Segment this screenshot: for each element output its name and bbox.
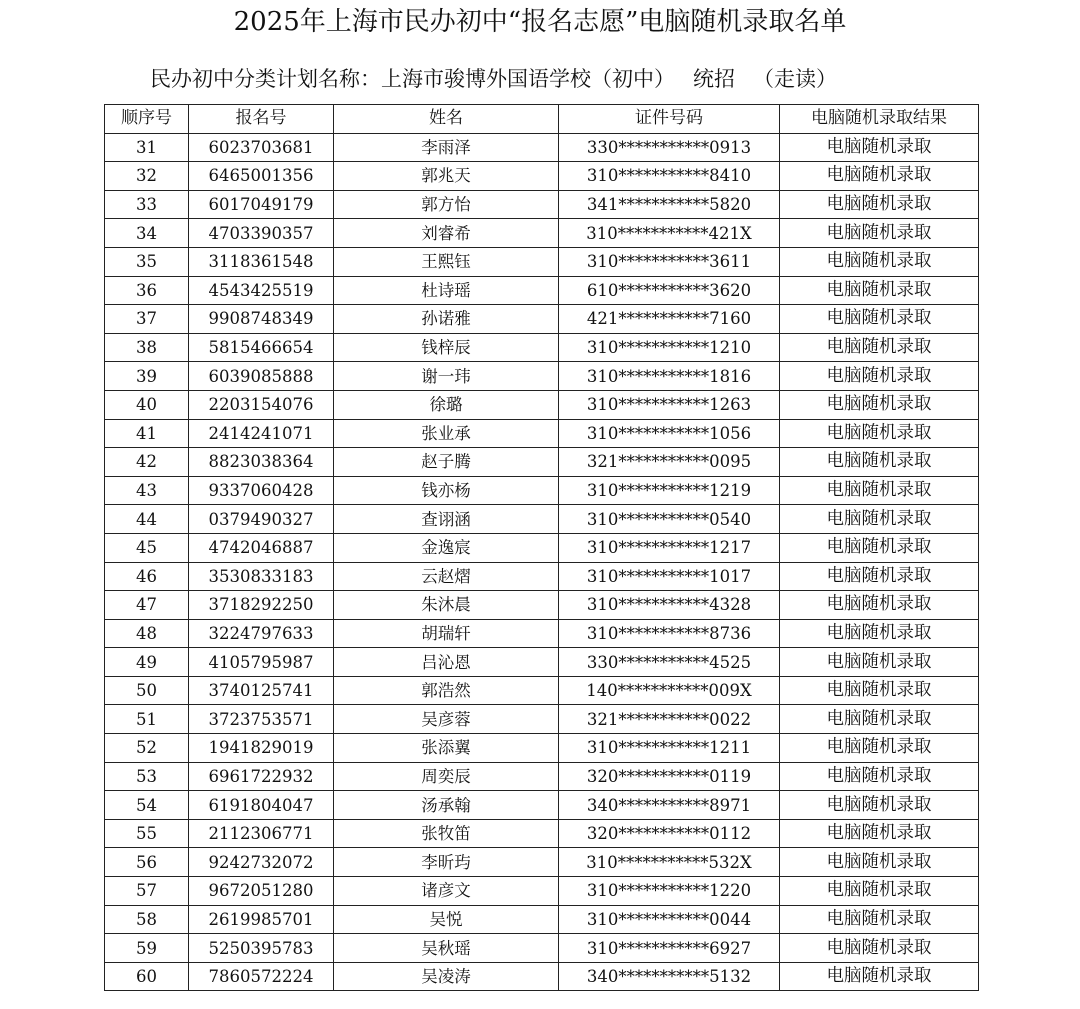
cell-reg-number: 2414241071: [189, 419, 334, 448]
cell-name: 胡瑞轩: [334, 619, 559, 648]
cell-reg-number: 3718292250: [189, 591, 334, 620]
cell-id-number: 320***********0119: [559, 762, 780, 791]
cell-id-number: 310***********532X: [559, 848, 780, 877]
table-row: [105, 905, 979, 934]
cell-reg-number: 2112306771: [189, 819, 334, 848]
cell-seq: 32: [105, 162, 189, 191]
cell-reg-number: 1941829019: [189, 734, 334, 763]
cell-reg-number: 5250395783: [189, 934, 334, 963]
table-row: [105, 819, 979, 848]
cell-result: 电脑随机录取: [780, 676, 979, 705]
cell-seq: 60: [105, 962, 189, 991]
cell-name: 查诩涵: [334, 505, 559, 534]
cell-result: 电脑随机录取: [780, 619, 979, 648]
cell-id-number: 320***********0112: [559, 819, 780, 848]
cell-reg-number: 6961722932: [189, 762, 334, 791]
cell-reg-number: 3740125741: [189, 676, 334, 705]
cell-name: 杜诗瑶: [334, 276, 559, 305]
plan-label: 民办初中分类计划名称：: [150, 67, 381, 91]
cell-seq: 48: [105, 619, 189, 648]
cell-result: 电脑随机录取: [780, 562, 979, 591]
cell-reg-number: 9242732072: [189, 848, 334, 877]
cell-result: 电脑随机录取: [780, 247, 979, 276]
cell-name: 谢一玮: [334, 362, 559, 391]
table-row: [105, 390, 979, 419]
table-row: [105, 533, 979, 562]
cell-name: 吴秋瑶: [334, 934, 559, 963]
cell-name: 云赵熠: [334, 562, 559, 591]
cell-seq: 55: [105, 819, 189, 848]
cell-id-number: 310***********4328: [559, 591, 780, 620]
cell-reg-number: 6039085888: [189, 362, 334, 391]
cell-seq: 54: [105, 791, 189, 820]
table-row: [105, 591, 979, 620]
cell-id-number: 330***********0913: [559, 133, 780, 162]
table-row: [105, 705, 979, 734]
cell-reg-number: 4742046887: [189, 533, 334, 562]
cell-name: 张牧笛: [334, 819, 559, 848]
cell-name: 吴彦蓉: [334, 705, 559, 734]
table-row: [105, 333, 979, 362]
cell-name: 周奕辰: [334, 762, 559, 791]
cell-name: 吴凌涛: [334, 962, 559, 991]
cell-id-number: 421***********7160: [559, 305, 780, 334]
cell-reg-number: 3723753571: [189, 705, 334, 734]
cell-name: 钱亦杨: [334, 476, 559, 505]
table-row: [105, 562, 979, 591]
cell-id-number: 310***********6927: [559, 934, 780, 963]
cell-id-number: 310***********1056: [559, 419, 780, 448]
cell-id-number: 310***********1211: [559, 734, 780, 763]
cell-name: 诸彦文: [334, 877, 559, 906]
cell-id-number: 340***********8971: [559, 791, 780, 820]
table-row: [105, 877, 979, 906]
cell-id-number: 310***********8736: [559, 619, 780, 648]
table-row: [105, 133, 979, 162]
table-row: [105, 362, 979, 391]
cell-name: 吴悦: [334, 905, 559, 934]
cell-name: 郭兆天: [334, 162, 559, 191]
cell-name: 李昕玙: [334, 848, 559, 877]
cell-id-number: 310***********1217: [559, 533, 780, 562]
cell-reg-number: 2619985701: [189, 905, 334, 934]
cell-result: 电脑随机录取: [780, 390, 979, 419]
cell-name: 吕沁恩: [334, 648, 559, 677]
cell-seq: 35: [105, 247, 189, 276]
table-body: [105, 133, 979, 991]
cell-reg-number: 6023703681: [189, 133, 334, 162]
table-row: [105, 162, 979, 191]
cell-id-number: 310***********3611: [559, 247, 780, 276]
cell-seq: 58: [105, 905, 189, 934]
cell-seq: 42: [105, 448, 189, 477]
cell-id-number: 340***********5132: [559, 962, 780, 991]
cell-id-number: 310***********1263: [559, 390, 780, 419]
cell-reg-number: 7860572224: [189, 962, 334, 991]
header-seq: 顺序号: [105, 105, 189, 134]
table-row: [105, 219, 979, 248]
cell-id-number: 310***********8410: [559, 162, 780, 191]
cell-name: 张业承: [334, 419, 559, 448]
cell-result: 电脑随机录取: [780, 133, 979, 162]
cell-reg-number: 8823038364: [189, 448, 334, 477]
cell-seq: 39: [105, 362, 189, 391]
cell-result: 电脑随机录取: [780, 705, 979, 734]
school-name: 上海市骏博外国语学校（初中）: [381, 67, 675, 91]
cell-seq: 52: [105, 734, 189, 763]
table-row: [105, 190, 979, 219]
table-row: [105, 648, 979, 677]
page-title: 2025年上海市民办初中“报名志愿”电脑随机录取名单: [233, 7, 847, 37]
header-result: 电脑随机录取结果: [780, 105, 979, 134]
cell-result: 电脑随机录取: [780, 905, 979, 934]
cell-seq: 37: [105, 305, 189, 334]
cell-name: 王熙钰: [334, 247, 559, 276]
cell-reg-number: 6465001356: [189, 162, 334, 191]
table-row: [105, 419, 979, 448]
cell-reg-number: 3224797633: [189, 619, 334, 648]
cell-reg-number: 3530833183: [189, 562, 334, 591]
cell-seq: 45: [105, 533, 189, 562]
cell-reg-number: 2203154076: [189, 390, 334, 419]
cell-id-number: 321***********0095: [559, 448, 780, 477]
table-row: [105, 848, 979, 877]
cell-seq: 56: [105, 848, 189, 877]
cell-name: 李雨泽: [334, 133, 559, 162]
cell-result: 电脑随机录取: [780, 505, 979, 534]
cell-reg-number: 9337060428: [189, 476, 334, 505]
cell-result: 电脑随机录取: [780, 762, 979, 791]
cell-reg-number: 3118361548: [189, 247, 334, 276]
table-row: [105, 791, 979, 820]
cell-name: 孙诺雅: [334, 305, 559, 334]
cell-result: 电脑随机录取: [780, 734, 979, 763]
cell-reg-number: 0379490327: [189, 505, 334, 534]
cell-name: 刘睿希: [334, 219, 559, 248]
cell-seq: 38: [105, 333, 189, 362]
cell-seq: 43: [105, 476, 189, 505]
cell-seq: 31: [105, 133, 189, 162]
cell-id-number: 310***********1210: [559, 333, 780, 362]
cell-seq: 40: [105, 390, 189, 419]
cell-id-number: 610***********3620: [559, 276, 780, 305]
cell-result: 电脑随机录取: [780, 533, 979, 562]
cell-result: 电脑随机录取: [780, 448, 979, 477]
cell-name: 郭浩然: [334, 676, 559, 705]
cell-seq: 49: [105, 648, 189, 677]
cell-reg-number: 6017049179: [189, 190, 334, 219]
cell-reg-number: 4105795987: [189, 648, 334, 677]
cell-id-number: 140***********009X: [559, 676, 780, 705]
cell-id-number: 341***********5820: [559, 190, 780, 219]
cell-id-number: 330***********4525: [559, 648, 780, 677]
cell-id-number: 310***********1017: [559, 562, 780, 591]
cell-result: 电脑随机录取: [780, 162, 979, 191]
cell-seq: 51: [105, 705, 189, 734]
cell-result: 电脑随机录取: [780, 219, 979, 248]
cell-result: 电脑随机录取: [780, 819, 979, 848]
cell-seq: 53: [105, 762, 189, 791]
cell-result: 电脑随机录取: [780, 305, 979, 334]
cell-result: 电脑随机录取: [780, 848, 979, 877]
cell-result: 电脑随机录取: [780, 934, 979, 963]
cell-id-number: 321***********0022: [559, 705, 780, 734]
table-row: [105, 962, 979, 991]
cell-result: 电脑随机录取: [780, 190, 979, 219]
admission-table: [104, 104, 979, 991]
cell-name: 赵子腾: [334, 448, 559, 477]
cell-seq: 41: [105, 419, 189, 448]
table-row: [105, 676, 979, 705]
cell-seq: 36: [105, 276, 189, 305]
header-name: 姓名: [334, 105, 559, 134]
table-row: [105, 448, 979, 477]
cell-result: 电脑随机录取: [780, 877, 979, 906]
cell-id-number: 310***********1816: [559, 362, 780, 391]
cell-result: 电脑随机录取: [780, 591, 979, 620]
table-header-row: [105, 105, 979, 134]
cell-name: 汤承翰: [334, 791, 559, 820]
cell-seq: 34: [105, 219, 189, 248]
cell-result: 电脑随机录取: [780, 333, 979, 362]
cell-reg-number: 4543425519: [189, 276, 334, 305]
cell-result: 电脑随机录取: [780, 362, 979, 391]
cell-name: 徐璐: [334, 390, 559, 419]
cell-seq: 59: [105, 934, 189, 963]
table-row: [105, 305, 979, 334]
cell-id-number: 310***********421X: [559, 219, 780, 248]
cell-id-number: 310***********1219: [559, 476, 780, 505]
cell-id-number: 310***********0540: [559, 505, 780, 534]
table-row: [105, 247, 979, 276]
cell-seq: 44: [105, 505, 189, 534]
cell-name: 金逸宸: [334, 533, 559, 562]
cell-seq: 50: [105, 676, 189, 705]
cell-seq: 33: [105, 190, 189, 219]
table-row: [105, 476, 979, 505]
cell-result: 电脑随机录取: [780, 419, 979, 448]
cell-name: 郭方怡: [334, 190, 559, 219]
table-row: [105, 762, 979, 791]
cell-seq: 57: [105, 877, 189, 906]
cell-reg-number: 4703390357: [189, 219, 334, 248]
cell-seq: 47: [105, 591, 189, 620]
cell-result: 电脑随机录取: [780, 791, 979, 820]
header-id-number: 证件号码: [559, 105, 780, 134]
cell-reg-number: 9672051280: [189, 877, 334, 906]
cell-name: 朱沐晨: [334, 591, 559, 620]
table-row: [105, 934, 979, 963]
table-row: [105, 619, 979, 648]
table-row: [105, 505, 979, 534]
cell-result: 电脑随机录取: [780, 476, 979, 505]
cell-result: 电脑随机录取: [780, 276, 979, 305]
cell-reg-number: 5815466654: [189, 333, 334, 362]
cell-id-number: 310***********0044: [559, 905, 780, 934]
header-reg-number: 报名号: [189, 105, 334, 134]
cell-reg-number: 6191804047: [189, 791, 334, 820]
table-row: [105, 276, 979, 305]
table-row: [105, 734, 979, 763]
cell-result: 电脑随机录取: [780, 648, 979, 677]
cell-name: 张添翼: [334, 734, 559, 763]
cell-id-number: 310***********1220: [559, 877, 780, 906]
plan-subtitle: [150, 64, 837, 94]
cell-seq: 46: [105, 562, 189, 591]
cell-result: 电脑随机录取: [780, 962, 979, 991]
plan-type: 统招: [693, 67, 735, 91]
cell-name: 钱梓辰: [334, 333, 559, 362]
cell-reg-number: 9908748349: [189, 305, 334, 334]
attendance-mode: （走读）: [753, 67, 837, 91]
